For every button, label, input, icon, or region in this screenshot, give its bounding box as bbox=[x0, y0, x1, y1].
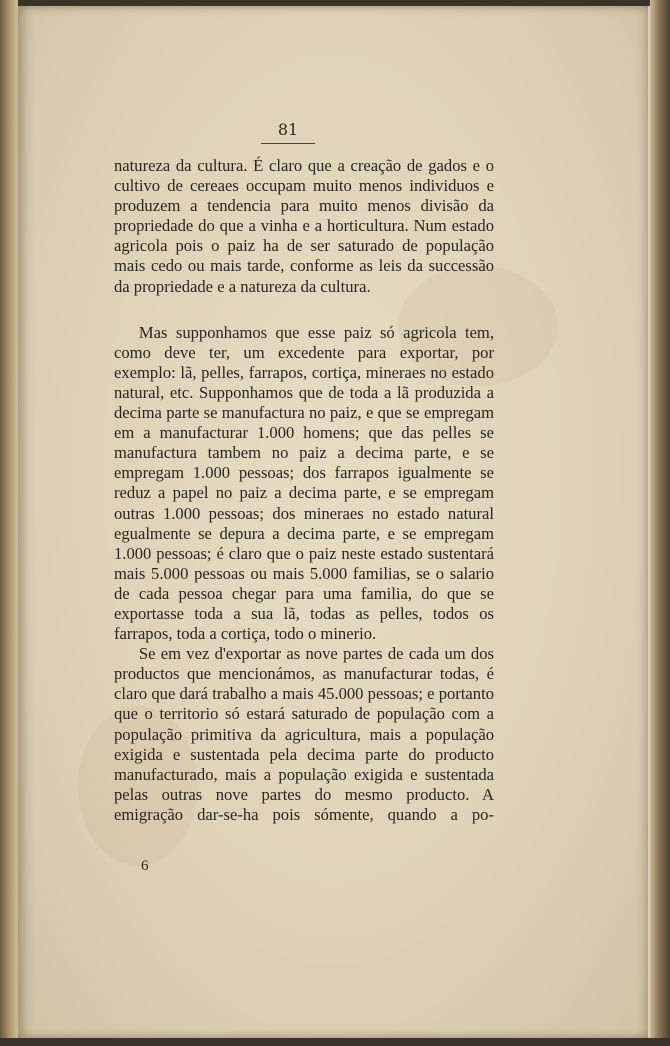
page-stack-edge bbox=[650, 0, 670, 1046]
paragraph: Mas supponhamos que esse paiz só agricola tem, como deve ter, um excedente para exportar, por exemplo: lã, pelles, farrapos, cortiça, mineraes no estado natural, etc. Supponhamos que de toda a lã produzida a decima parte se manufactura no paiz, e que se empregam em a manufacturar 1.000 homens; que das pelles se manufactura tambem no paiz a decima parte, e se empregam 1.000 pessoas; dos farrapos igualmente se reduz a papel no paiz a decima parte, e se empregam outras 1.000 pessoas; dos mineraes no estado natural egualmente se depura a decima parte, e se empregam 1.000 pessoas; é claro que o paiz neste estado sustentará mais 5.000 pessoas ou mais 5.000 familias, se o salario de cada pessoa chegar para uma familia, do que se exportasse toda a sua lã, todas as pelles, todos os farrapos, toda a cortiça, todo o minerio. bbox=[114, 322, 494, 644]
body-text bbox=[114, 156, 494, 825]
paragraph: Se em vez d'exportar as nove partes de cada um dos productos que mencionámos, as manufacturar todas, é claro que dará trabalho a mais 45.000 pessoas; e portanto que o territorio só estará saturado de população com a população primitiva da agricultura, mais a população exigida e sustentada pela decima parte do producto manufacturado, mais a população exigida e sustentada pelas outras nove partes do mesmo producto. A emigração dar-se-ha pois sómente, quando a po- bbox=[114, 644, 494, 824]
page-number: 81 bbox=[277, 120, 299, 139]
bottom-edge-shadow bbox=[0, 1038, 670, 1046]
paragraph: natureza da cultura. É claro que a creação de gados e o cultivo de cereaes occupam muito menos individuos e produzem a tendencia para muito menos divisão da propriedade do que a vinha e a horticultura. Num estado agricola pois o paiz ha de ser saturado de população mais cedo ou mais tarde, conforme as leis da successão da propriedade e a natureza da cultura. bbox=[114, 156, 494, 296]
signature-mark: 6 bbox=[141, 858, 149, 874]
header-rule bbox=[261, 143, 315, 144]
book-binding-edge bbox=[0, 0, 18, 1046]
